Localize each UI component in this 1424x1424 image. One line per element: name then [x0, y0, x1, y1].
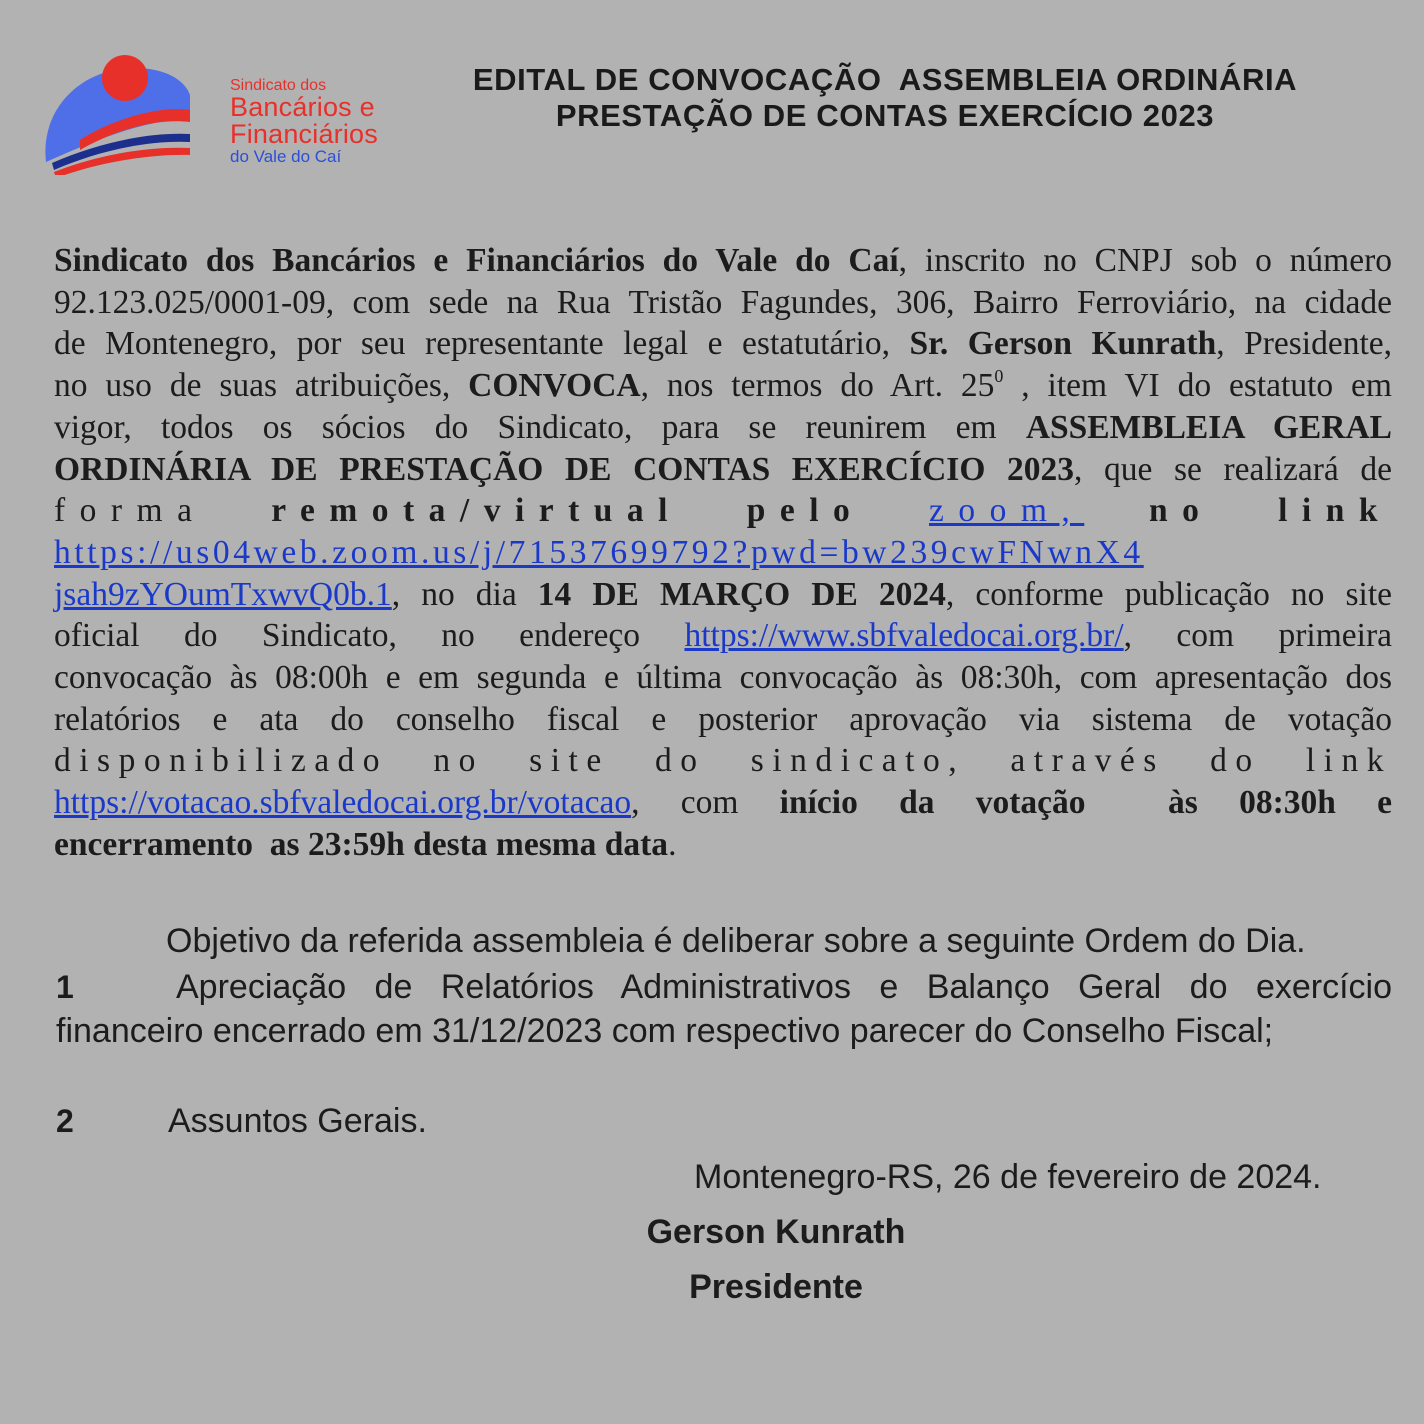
- agenda-item-number: 2: [56, 1103, 74, 1139]
- body-line-6: [54, 449, 1392, 491]
- logo-line-3: Financiários: [230, 119, 378, 149]
- logo-line-4: do Vale do Caí: [230, 147, 342, 166]
- agenda-item-1: [56, 965, 1392, 1053]
- text-fragment: no uso de suas atribuições,: [54, 367, 469, 405]
- body-line-9: [54, 574, 1392, 616]
- body-line-2: 92.123.025/0001-09, com sede na Rua Tristão Fagundes, 306, Bairro Ferroviário, na cidade: [54, 283, 1392, 321]
- text-fragment: .: [668, 825, 677, 863]
- meeting-mode: remota/virtual pelo: [271, 492, 865, 530]
- union-website-link[interactable]: https://www.sbfvaledocai.org.br/: [684, 617, 1124, 655]
- body-line-13: disponibilizado no site do sindicato, através do link: [54, 742, 1392, 780]
- title-line-2: PRESTAÇÃO DE CONTAS EXERCÍCIO 2023: [555, 98, 1215, 133]
- agenda-intro: Objetivo da referida assembleia é deliberar sobre a seguinte Ordem do Dia.: [166, 922, 1306, 960]
- agenda-item-text: Apreciação de Relatórios Administrativos e Balanço Geral do exercício: [176, 968, 1392, 1006]
- text-fragment: , conforme publicação no site: [945, 575, 1392, 613]
- text-fragment: , nos termos do Art. 25: [640, 367, 995, 405]
- logo-line-1: Sindicato dos: [230, 77, 327, 94]
- title-line-1: EDITAL DE CONVOCAÇÃO ASSEMBLEIA ORDINÁRIA: [472, 62, 1298, 97]
- agenda-item-1-line-2: financeiro encerrado em 31/12/2023 com respectivo parecer do Conselho Fiscal;: [56, 1012, 1274, 1050]
- body-line-5: [54, 407, 1392, 449]
- zoom-meeting-url[interactable]: https://us04web.zoom.us/j/71537699792?pwd=bw239cwFNwnX4: [54, 533, 1144, 571]
- signer-name: Gerson Kunrath: [646, 1213, 906, 1251]
- body-line-1: [54, 240, 1392, 282]
- body-line-11: convocação às 08:00h e em segunda e última convocação às 08:30h, com apresentação dos: [54, 659, 1392, 697]
- body-line-3: [54, 323, 1392, 365]
- agenda-item-text: Assuntos Gerais.: [168, 1102, 427, 1140]
- voting-end: encerramento as 23:59h desta mesma data: [54, 825, 669, 863]
- zoom-meeting-url-cont[interactable]: jsah9zYOumTxwvQ0b.1: [54, 575, 392, 613]
- assembly-name: ORDINÁRIA DE PRESTAÇÃO DE CONTAS EXERCÍCIO 2023: [54, 450, 1075, 488]
- page-title: [380, 62, 1390, 134]
- text-fragment: , no dia: [391, 575, 538, 613]
- signer-role: Presidente: [689, 1268, 863, 1306]
- text-fragment: , que se realizará de: [1074, 450, 1392, 488]
- zoom-link[interactable]: zoom,: [928, 492, 1085, 530]
- body-line-7: [54, 490, 1392, 532]
- convocation-text: [54, 240, 1392, 866]
- voting-link[interactable]: https://votacao.sbfvaledocai.org.br/votacao: [54, 784, 632, 822]
- place-date: Montenegro-RS, 26 de fevereiro de 2024.: [694, 1158, 1322, 1196]
- body-line-10: [54, 615, 1392, 657]
- body-line-15: [54, 824, 1392, 866]
- agenda-item-number: 1: [56, 969, 74, 1005]
- text-fragment: , Presidente,: [1216, 325, 1392, 363]
- voting-start: início da votação às 08:30h e: [779, 784, 1392, 822]
- text-fragment: , item VI do estatuto em: [1003, 367, 1392, 405]
- union-name: Sindicato dos Bancários e Financiários do Vale do Caí: [54, 242, 899, 279]
- body-line-8: [54, 532, 1392, 574]
- link-label: no link: [1149, 492, 1392, 530]
- body-line-12: relatórios e ata do conselho fiscal e posterior aprovação via sistema de votação: [54, 700, 1392, 738]
- president-name: Sr. Gerson Kunrath: [909, 325, 1217, 363]
- text-fragment: vigor, todos os sócios do Sindicato, para se reunirem em: [54, 408, 1026, 446]
- logo-wordmark: [230, 78, 378, 165]
- text-fragment: , com primeira: [1123, 617, 1392, 655]
- text-fragment: forma: [54, 492, 272, 530]
- superscript: 0: [994, 366, 1004, 387]
- text-fragment: , com: [631, 784, 780, 822]
- convoca-word: CONVOCA: [468, 367, 641, 405]
- body-line-4: [54, 365, 1392, 407]
- agenda-item-1-line-1: [56, 965, 1392, 1009]
- text-fragment: , inscrito no CNPJ sob o número: [898, 242, 1393, 279]
- meeting-date: 14 DE MARÇO DE 2024: [537, 575, 946, 613]
- agenda-item-2: [56, 1102, 427, 1141]
- text-fragment: oficial do Sindicato, no endereço: [54, 617, 685, 655]
- assembly-type: ASSEMBLEIA GERAL: [1025, 408, 1393, 446]
- text-fragment: de Montenegro, por seu representante legal e estatutário,: [54, 325, 910, 363]
- logo-line-2: Bancários e: [230, 92, 375, 122]
- union-logo: [40, 50, 378, 175]
- body-line-14: [54, 782, 1392, 824]
